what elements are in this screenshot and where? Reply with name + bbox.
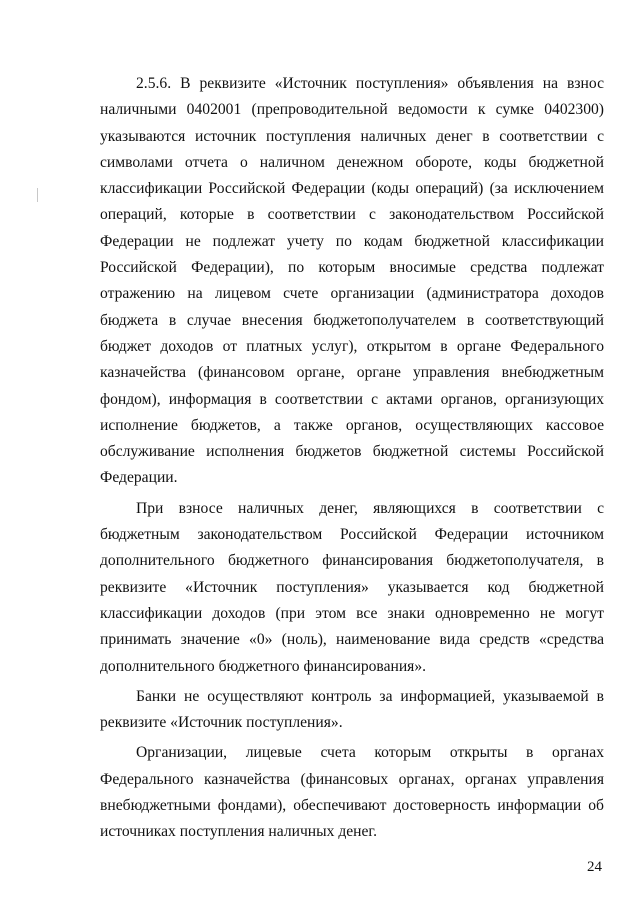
paragraph-organizations: Организации, лицевые счета которым открыты в органах Федерального казначейства (финансовых органах, органах управления внебюджетными фондами), обеспечивают достоверность информации об источниках поступления наличных денег. (100, 744, 604, 841)
paragraph-bank-control: Банки не осуществляют контроль за информацией, указываемой в реквизите «Источник поступления». (100, 687, 604, 732)
scan-margin-mark (37, 188, 38, 202)
document-body (100, 71, 604, 846)
paragraph-additional-financing: При взносе наличных денег, являющихся в соответствии с бюджетным законодательством Российской Федерации источником дополнительного бюджетного финансирования бюджетополучателя, в реквизите «Источник поступления» указывается код бюджетной классификации доходов (при этом все знаки одновременно не могут принимать значение «0» (ноль), наименование вида средств «средства дополнительного бюджетного финансирования». (100, 499, 604, 675)
page-number: 24 (587, 859, 602, 875)
paragraph-2-5-6: 2.5.6. В реквизите «Источник поступления» объявления на взнос наличными 0402001 (препроводительной ведомости к сумке 0402300) указываются источник поступления наличных денег в соответствии с символами отчета о наличном денежном обороте, коды бюджетной классификации Российской Федерации (коды операций) (за исключением операций, которые в соответствии с законодательством Российской Федерации не подлежат учету по кодам бюджетной классификации Российской Федерации), по которым вносимые средства подлежат отражению на лицевом счете организации (администратора доходов бюджета в случае внесения бюджетополучателем в соответствующий бюджет доходов от платных услуг), открытом в органе Федерального казначейства (финансовом органе, органе управления внебюджетным фондом), информация в соответствии с актами органов, организующих исполнение бюджетов, а также органов, осуществляющих кассовое обслуживание исполнения бюджетов бюджетной системы Российской Федерации. (100, 75, 604, 487)
